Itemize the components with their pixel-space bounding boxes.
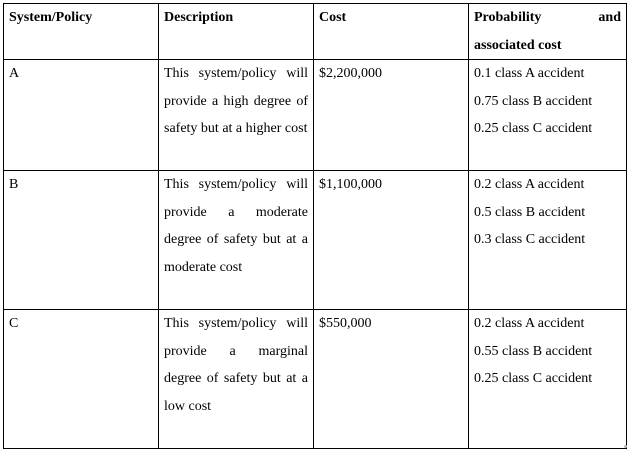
description-cell: This system/policy will provide a marginal degree of safety but at a low cost xyxy=(159,310,314,449)
probability-cell xyxy=(469,171,627,310)
description-cell: This system/policy will provide a moderate degree of safety but at a moderate cost xyxy=(159,171,314,310)
header-probability-and: and xyxy=(598,10,621,25)
system-cell: A xyxy=(4,60,159,171)
probability-line: 0.3 class C accident xyxy=(474,232,586,247)
header-probability-line xyxy=(474,4,621,32)
corner-resize-mark xyxy=(624,445,627,448)
probability-line: 0.25 class C accident xyxy=(474,371,593,386)
header-probability-rest: associated cost xyxy=(474,37,562,53)
probability-line: 0.5 class B accident xyxy=(474,204,586,220)
cost-cell: $2,200,000 xyxy=(314,60,469,171)
table-row xyxy=(4,60,627,171)
policy-comparison-table xyxy=(3,3,627,449)
system-cell: C xyxy=(4,310,159,449)
header-system-policy: System/Policy xyxy=(4,4,159,60)
probability-line: 0.25 class C accident xyxy=(474,121,593,136)
probability-line: 0.1 class A accident xyxy=(474,66,585,81)
header-row xyxy=(4,4,627,60)
header-description: Description xyxy=(159,4,314,60)
description-cell: This system/policy will provide a high degree of safety but at a higher cost xyxy=(159,60,314,171)
probability-cell xyxy=(469,310,627,449)
table-row xyxy=(4,171,627,310)
header-probability-word: Probability xyxy=(474,10,542,25)
header-cost: Cost xyxy=(314,4,469,60)
probability-line: 0.55 class B accident xyxy=(474,343,593,359)
header-probability xyxy=(469,4,627,60)
probability-line: 0.2 class A accident xyxy=(474,177,585,192)
probability-line: 0.2 class A accident xyxy=(474,316,585,331)
probability-cell xyxy=(469,60,627,171)
table-row xyxy=(4,310,627,449)
system-cell: B xyxy=(4,171,159,310)
cost-cell: $1,100,000 xyxy=(314,171,469,310)
cost-cell: $550,000 xyxy=(314,310,469,449)
probability-line: 0.75 class B accident xyxy=(474,93,593,109)
